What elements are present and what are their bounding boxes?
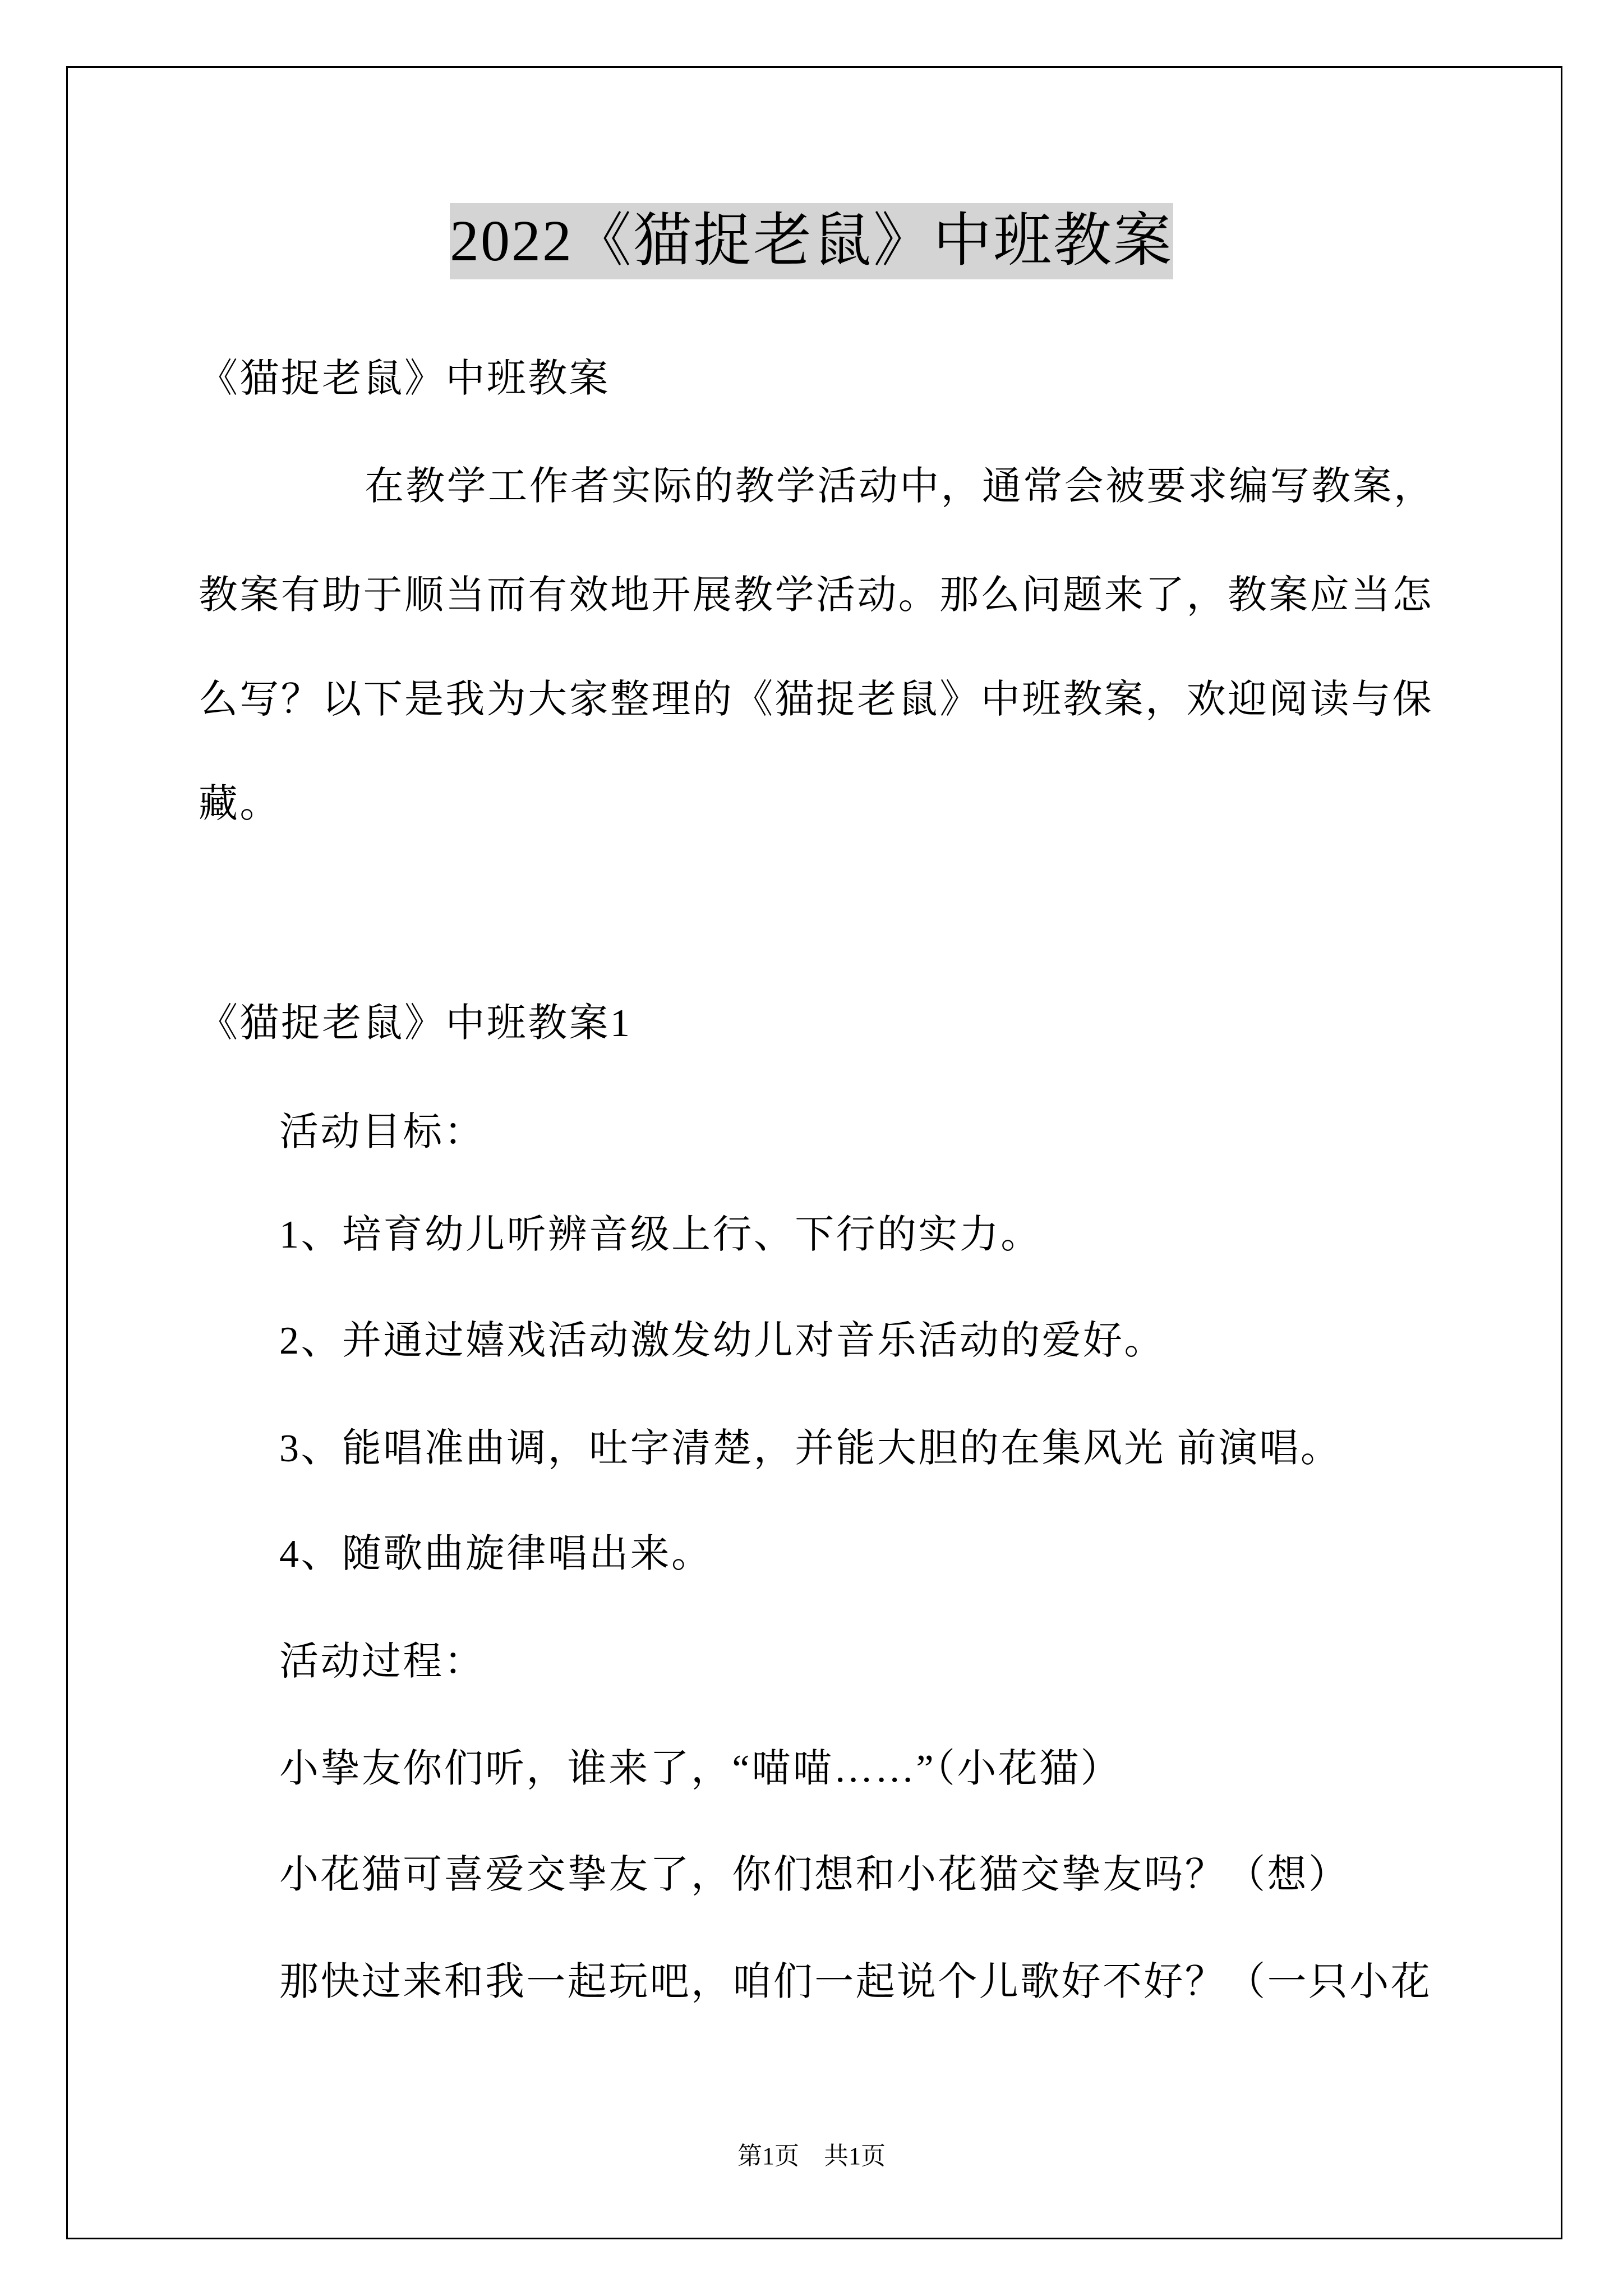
intro-line: 么写？以下是我为大家整理的《猫捉老鼠》中班教案，欢迎阅读与保 [199,678,1433,721]
intro-line: 教案有助于顺当而有效地开展教学活动。那么问题来了，教案应当怎 [199,574,1433,617]
page-number-total: 共1页 [824,2142,886,2170]
process-line: 小花猫可喜爱交挚友了，你们想和小花猫交挚友吗？（想） [279,1853,1350,1897]
section-heading: 《猫捉老鼠》中班教案1 [199,1002,632,1045]
process-label: 活动过程： [279,1640,485,1683]
process-line: 那快过来和我一起玩吧，咱们一起说个儿歌好不好？（一只小花 [279,1961,1432,2004]
goals-label: 活动目标： [279,1111,485,1154]
goal-item: 3、能唱准曲调，吐字清楚，并能大胆的在集风光 前演唱。 [279,1427,1342,1470]
intro-line: 在教学工作者实际的教学活动中，通常会被要求编写教案， [365,465,1435,508]
title-container [0,203,1623,279]
document-title: 2022《猫捉老鼠》中班教案 [450,203,1173,279]
goal-item: 2、并通过嬉戏活动激发幼儿对音乐活动的爱好。 [279,1319,1165,1363]
intro-line: 藏。 [199,783,281,826]
goal-item: 4、随歌曲旋律唱出来。 [279,1533,713,1576]
goal-item: 1、培育幼儿听辨音级上行、下行的实力。 [279,1213,1042,1257]
page-number-current: 第1页 [737,2142,799,2170]
process-line: 小挚友你们听，谁来了，“喵喵……”（小花猫） [279,1747,1122,1791]
document-heading: 《猫捉老鼠》中班教案 [199,357,610,401]
page-footer [0,2139,1623,2173]
